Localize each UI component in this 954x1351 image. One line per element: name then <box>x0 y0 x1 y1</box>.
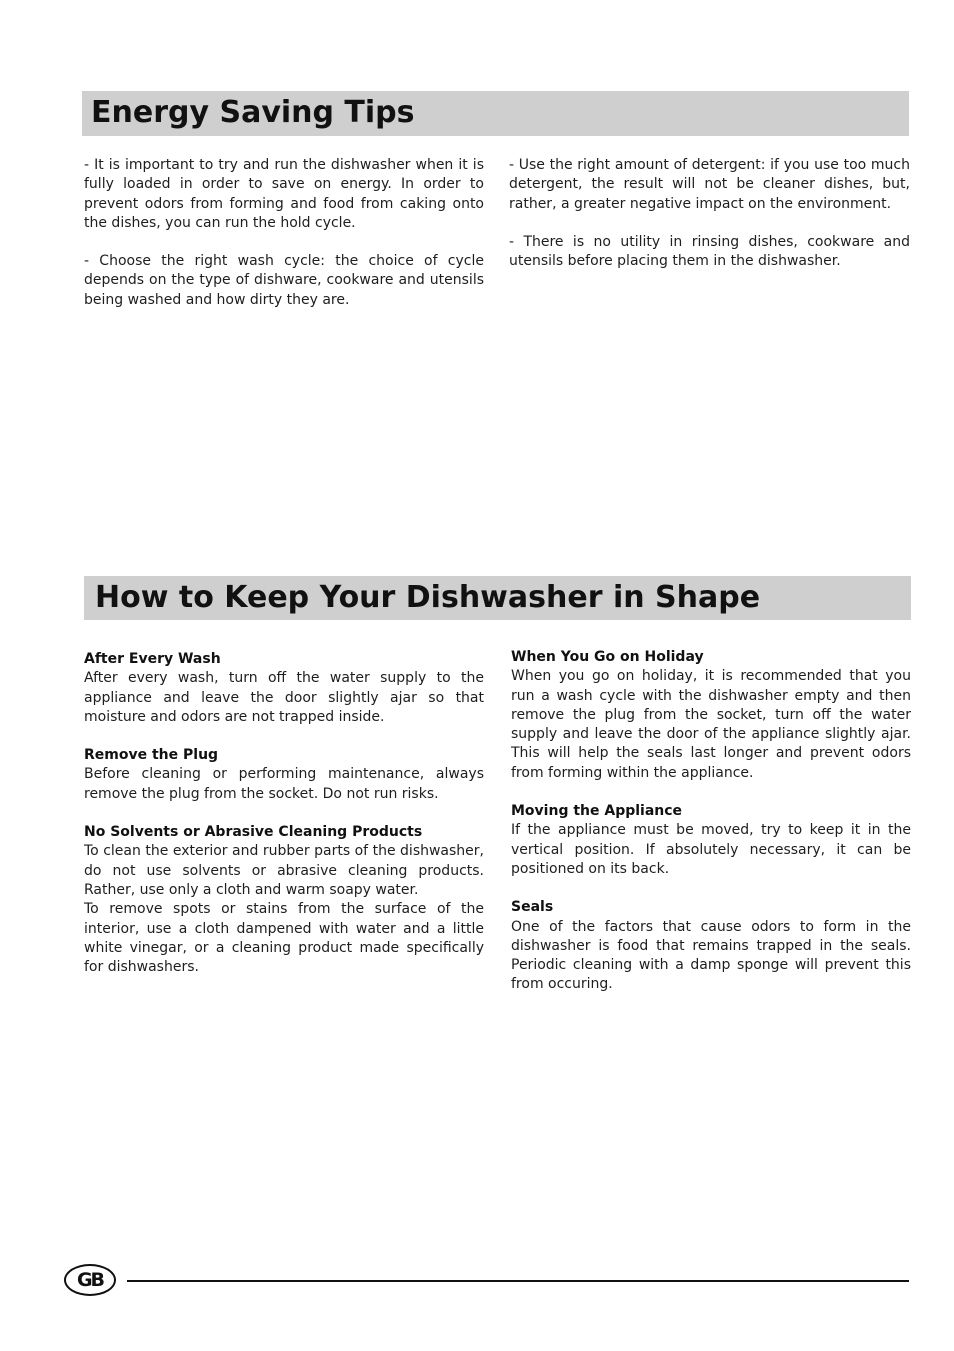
footer-rule <box>127 1280 909 1282</box>
subsection-seals <box>511 898 911 994</box>
energy-section-title: Energy Saving Tips <box>91 95 415 130</box>
language-badge: GB <box>64 1264 116 1296</box>
subsection-body-continued: To remove spots or stains from the surface of the interior, use a cloth dampened with water and a little white vinegar, or a cleaning product made specifically for dishwashers. <box>84 901 484 976</box>
subsection-body: If the appliance must be moved, try to keep it in the vertical position. If absolutely necessary, it can be positioned on its back. <box>511 822 911 877</box>
energy-section-header <box>82 91 909 136</box>
subsection-heading: When You Go on Holiday <box>511 649 704 665</box>
subsection-body: When you go on holiday, it is recommended that you run a wash cycle with the dishwasher empty and then remove the plug from the socket, turn off the water supply and leave the door of the appliance slightly ajar. This will help the seals last longer and prevent odors from forming within the appliance. <box>511 668 911 781</box>
subsection-heading: Moving the Appliance <box>511 803 683 820</box>
energy-left-column <box>84 156 484 329</box>
maintenance-section-title: How to Keep Your Dishwasher in Shape <box>95 580 761 615</box>
energy-tip-full-load: - It is important to try and run the dishwasher when it is fully loaded in order to save on energy. In order to prevent odors from forming and food from caking onto the dishes, you can run the hold cycle. <box>84 157 484 231</box>
subsection-heading: Seals <box>511 899 554 916</box>
subsection-heading: Remove the Plug <box>84 747 219 764</box>
energy-right-column <box>509 156 910 290</box>
maintenance-section-header <box>84 576 911 620</box>
subsection-remove-plug <box>84 746 484 804</box>
subsection-moving <box>511 802 911 879</box>
energy-tip-detergent: - Use the right amount of detergent: if you use too much detergent, the result will not be cleaner dishes, but, rather, a greater negative impact on the environment. <box>509 157 910 212</box>
subsection-body: After every wash, turn off the water supply to the appliance and leave the door slightly ajar so that moisture and odors are not trapped inside. <box>84 670 484 725</box>
subsection-heading: No Solvents or Abrasive Cleaning Products <box>84 824 423 841</box>
subsection-body: Before cleaning or performing maintenance, always remove the plug from the socket. Do not run risks. <box>84 766 484 802</box>
subsection-no-solvents <box>84 823 484 977</box>
subsection-heading: After Every Wash <box>84 651 221 667</box>
maintenance-right-column <box>511 648 911 1014</box>
subsection-body: To clean the exterior and rubber parts of the dishwasher, do not use solvents or abrasive cleaning products. Rather, use only a cloth and warm soapy water. <box>84 843 484 898</box>
subsection-body: One of the factors that cause odors to form in the dishwasher is food that remains trapped in the seals. Periodic cleaning with a damp sponge will prevent this from occuring. <box>511 918 911 993</box>
energy-tip-wash-cycle: - Choose the right wash cycle: the choice of cycle depends on the type of dishware, cookware and utensils being washed and how dirty they are. <box>84 253 484 308</box>
subsection-after-every-wash <box>84 650 484 727</box>
energy-tip-rinsing: - There is no utility in rinsing dishes, cookware and utensils before placing them in the dishwasher. <box>509 233 910 270</box>
subsection-holiday <box>511 648 911 783</box>
maintenance-left-column <box>84 650 484 996</box>
